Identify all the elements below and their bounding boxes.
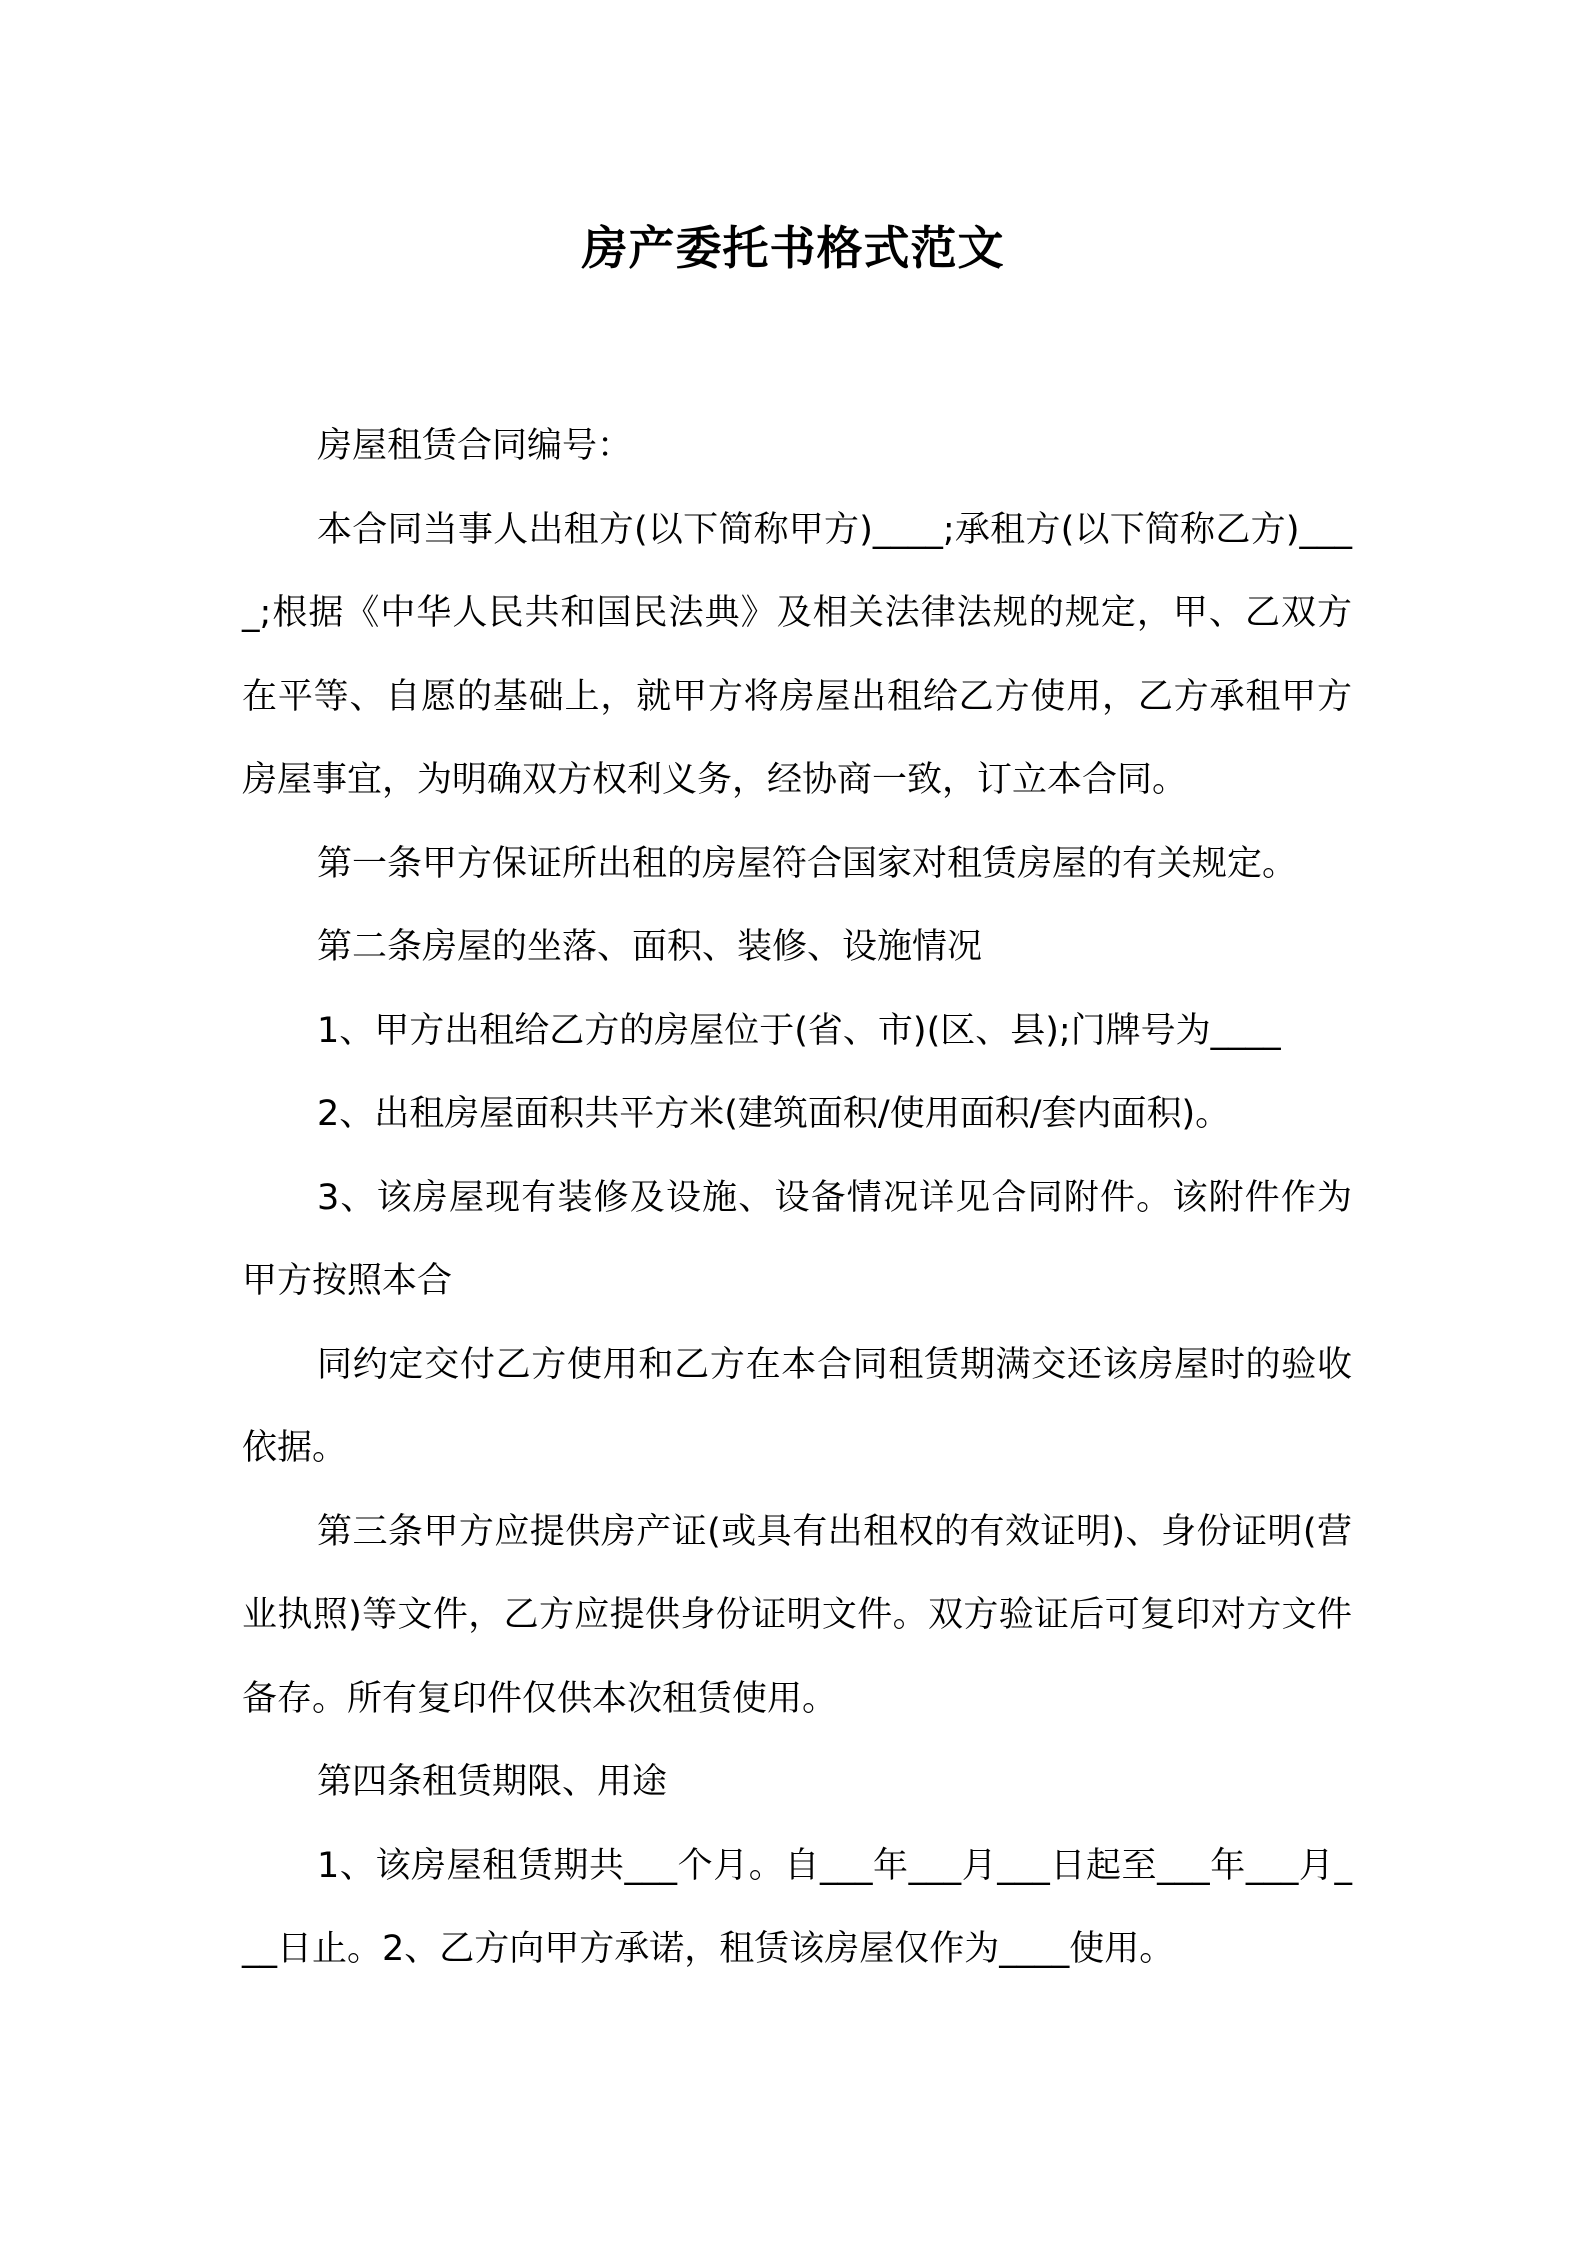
article-2-item-2: 2、出租房屋面积共平方米(建筑面积/使用面积/套内面积)。 <box>317 1094 1231 1134</box>
document-title: 房产委托书格式范文 <box>581 221 1005 275</box>
document-body <box>242 405 1352 1992</box>
article-2-item-1: 1、甲方出租给乙方的房屋位于(省、市)(区、县);门牌号为____ <box>317 1010 1281 1051</box>
article-2-item-3-continued: 同约定交付乙方使用和乙方在本合同租赁期满交还该房屋时的验收依据。 <box>242 1344 1352 1468</box>
article-2-item-3: 3、该房屋现有装修及设施、设备情况详见合同附件。该附件作为甲方按照本合 <box>242 1177 1352 1301</box>
article-4-items: 1、该房屋租赁期共___个月。自___年___月___日起至___年___月___日止。2、乙方向甲方承诺，租赁该房屋仅作为____使用。 <box>242 1845 1352 1969</box>
article-3: 第三条甲方应提供房产证(或具有出租权的有效证明)、身份证明(营业执照)等文件，乙方应提供身份证明文件。双方验证后可复印对方文件备存。所有复印件仅供本次租赁使用。 <box>242 1511 1352 1719</box>
article-4-heading: 第四条租赁期限、用途 <box>317 1762 668 1802</box>
contract-number-line: 房屋租赁合同编号： <box>317 426 633 466</box>
article-2-heading: 第二条房屋的坐落、面积、装修、设施情况 <box>317 927 983 967</box>
paragraph-parties: 本合同当事人出租方(以下简称甲方)____;承租方(以下简称乙方)____;根据《中华人民共和国民法典》及相关法律法规的规定，甲、乙双方在平等、自愿的基础上，就甲方将房屋出租给乙方使用，乙方承租甲方房屋事宜，为明确双方权利义务，经协商一致，订立本合同。 <box>242 509 1352 800</box>
article-1: 第一条甲方保证所出租的房屋符合国家对租赁房屋的有关规定。 <box>317 843 1298 884</box>
